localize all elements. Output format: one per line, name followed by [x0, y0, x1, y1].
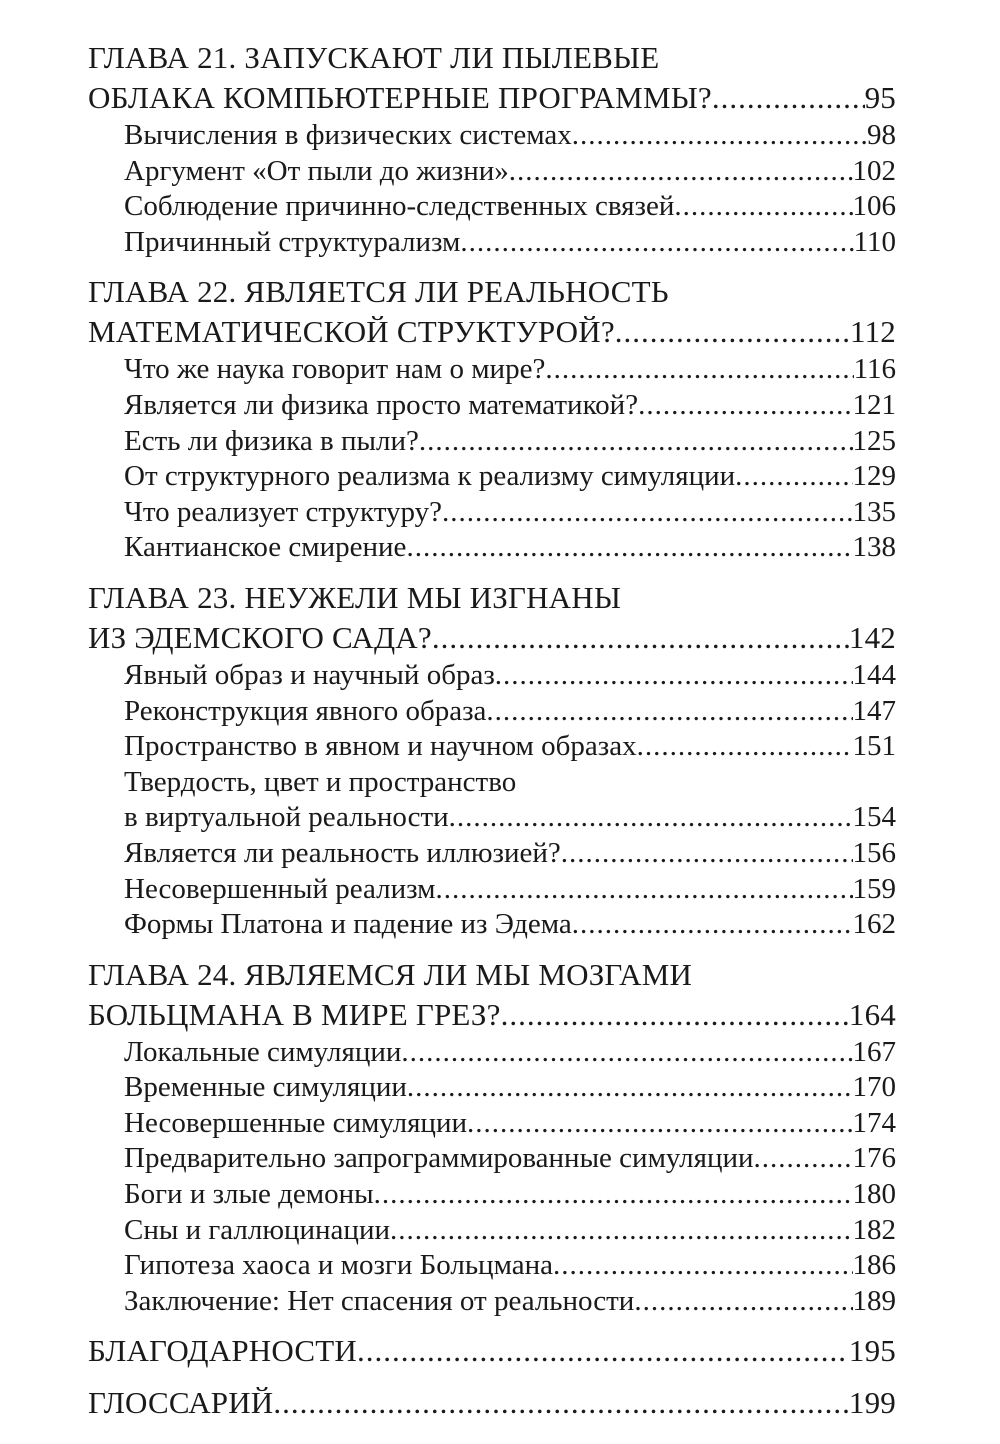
page-number: 144 — [852, 658, 896, 691]
dot-leader — [509, 154, 853, 190]
section-entry[interactable] — [88, 1106, 896, 1142]
dot-leader — [712, 78, 865, 118]
section-entry[interactable] — [88, 872, 896, 908]
dot-leader — [495, 658, 853, 694]
page-number: 121 — [852, 388, 896, 421]
section-title: Кантианское смирение — [124, 531, 407, 564]
dot-leader — [374, 1177, 853, 1213]
chapter-heading-entry[interactable] — [88, 78, 896, 118]
chapter-heading-line2: МАТЕМАТИЧЕСКОЙ СТРУКТУРОЙ? — [88, 314, 615, 350]
page-number: 102 — [852, 154, 896, 187]
section-title: Формы Платона и падение из Эдема — [124, 908, 572, 941]
section-entry[interactable] — [88, 1177, 896, 1213]
page-number: 174 — [852, 1106, 896, 1139]
chapter-heading-line1: ГЛАВА 24. ЯВЛЯЕМСЯ ЛИ МЫ МОЗГАМИ — [88, 956, 693, 992]
page-number: 151 — [852, 730, 896, 763]
section-entry[interactable] — [88, 424, 896, 460]
page-number: 180 — [852, 1178, 896, 1211]
dot-leader — [572, 118, 867, 154]
section-title: Реконструкция явного образа — [124, 694, 487, 727]
section-entry[interactable] — [88, 694, 896, 730]
table-of-contents — [88, 38, 896, 1435]
page-number: 125 — [852, 424, 896, 457]
section-entry[interactable] — [88, 495, 896, 531]
section-title: Вычисления в физических системах — [124, 119, 572, 151]
dot-leader — [449, 800, 853, 836]
page-number: 142 — [848, 619, 896, 655]
section-entry[interactable] — [88, 530, 896, 566]
page-number: 195 — [848, 1333, 896, 1369]
end-matter-glossary[interactable] — [88, 1383, 896, 1423]
dot-leader — [407, 1070, 853, 1106]
dot-leader — [674, 189, 852, 225]
dot-leader — [501, 995, 849, 1035]
section-entry[interactable] — [88, 1141, 896, 1177]
page-number: 176 — [852, 1142, 896, 1175]
section-title: От структурного реализма к реализму симуляции — [124, 460, 736, 493]
dot-leader — [754, 1141, 853, 1177]
page-number: 95 — [864, 80, 896, 115]
page-number: 162 — [852, 908, 896, 941]
dot-leader — [634, 1284, 852, 1320]
chapter-heading-entry[interactable] — [88, 995, 896, 1035]
section-title: Пространство в явном и научном образах — [124, 730, 637, 763]
page-number: 182 — [852, 1213, 896, 1246]
section-title: Несовершенный реализм — [124, 872, 436, 905]
section-title: Что реализует структуру? — [124, 495, 442, 528]
page-number: 170 — [852, 1071, 896, 1104]
section-title: Гипотеза хаоса и мозги Больцмана — [124, 1249, 553, 1282]
section-title: Локальные симуляции — [124, 1035, 402, 1068]
section-title: Есть ли физика в пыли? — [124, 424, 419, 457]
section-entry[interactable] — [88, 836, 896, 872]
chapter-heading-line1: ГЛАВА 21. ЗАПУСКАЮТ ЛИ ПЫЛЕВЫЕ — [88, 40, 660, 75]
chapter-24 — [88, 955, 896, 1320]
page-number: 138 — [852, 531, 896, 564]
section-entry[interactable] — [88, 729, 896, 765]
chapter-21 — [88, 38, 896, 260]
chapter-heading-line1: ГЛАВА 22. ЯВЛЯЕТСЯ ЛИ РЕАЛЬНОСТЬ — [88, 274, 669, 310]
dot-leader — [615, 312, 850, 352]
section-title: Является ли физика просто математикой? — [124, 388, 639, 421]
section-entry[interactable] — [88, 1213, 896, 1249]
page-number: 199 — [848, 1385, 896, 1421]
dot-leader — [460, 225, 853, 261]
section-entry[interactable] — [88, 388, 896, 424]
page-number: 129 — [852, 460, 896, 493]
chapter-heading-line2: ИЗ ЭДЕМСКОГО САДА? — [88, 619, 432, 655]
chapter-heading-entry[interactable] — [88, 618, 896, 658]
dot-leader — [406, 530, 852, 566]
chapter-heading-line2: БОЛЬЦМАНА В МИРЕ ГРЕЗ? — [88, 996, 501, 1032]
dot-leader — [436, 872, 853, 908]
section-entry[interactable] — [88, 459, 896, 495]
section-entry[interactable] — [88, 118, 896, 154]
section-entry[interactable] — [88, 189, 896, 225]
dot-leader — [419, 424, 853, 460]
section-title: Предварительно запрограммированные симуляции — [124, 1142, 754, 1175]
page-number: 98 — [867, 119, 896, 151]
section-title: Боги и злые демоны — [124, 1178, 374, 1211]
section-title: Заключение: Нет спасения от реальности — [124, 1284, 635, 1317]
section-title: в виртуальной реальности — [124, 801, 449, 834]
section-title-line1[interactable]: Твердость, цвет и пространство — [124, 765, 517, 798]
page-number: 156 — [852, 836, 896, 869]
dot-leader — [390, 1213, 853, 1249]
end-matter-title: ГЛОССАРИЙ — [88, 1385, 274, 1421]
section-entry[interactable] — [88, 907, 896, 943]
page-number: 186 — [852, 1249, 896, 1282]
dot-leader — [357, 1331, 849, 1371]
section-entry[interactable] — [88, 1070, 896, 1106]
section-entry[interactable] — [88, 1284, 896, 1320]
section-entry[interactable] — [88, 154, 896, 190]
chapter-22 — [88, 272, 896, 566]
chapter-heading-line2: ОБЛАКА КОМПЬЮТЕРНЫЕ ПРОГРАММЫ? — [88, 80, 712, 115]
page-number: 116 — [853, 353, 896, 386]
page-number: 106 — [852, 190, 896, 223]
dot-leader — [545, 352, 853, 388]
section-title: Соблюдение причинно-следственных связей — [124, 190, 675, 223]
dot-leader — [637, 729, 853, 765]
dot-leader — [572, 907, 853, 943]
section-title: Что же наука говорит нам о мире? — [124, 353, 546, 386]
end-matter-acknowledgements[interactable] — [88, 1331, 896, 1371]
dot-leader — [486, 694, 852, 730]
dot-leader — [432, 618, 849, 658]
section-entry[interactable] — [88, 1248, 896, 1284]
section-title: Является ли реальность иллюзией? — [124, 836, 561, 869]
section-title: Несовершенные симуляции — [124, 1106, 467, 1139]
page-number: 135 — [852, 495, 896, 528]
page-number: 112 — [850, 314, 896, 350]
section-entry[interactable] — [88, 225, 896, 261]
chapter-23 — [88, 578, 896, 943]
dot-leader — [638, 388, 852, 424]
dot-leader — [401, 1035, 852, 1071]
page-number: 147 — [852, 694, 896, 727]
dot-leader — [553, 1248, 853, 1284]
chapter-heading-entry[interactable] — [88, 312, 896, 352]
section-entry[interactable] — [88, 352, 896, 388]
page-number: 189 — [852, 1284, 896, 1317]
dot-leader — [273, 1383, 848, 1423]
chapter-heading-line1: ГЛАВА 23. НЕУЖЕЛИ МЫ ИЗГНАНЫ — [88, 579, 622, 615]
section-title: Аргумент «От пыли до жизни» — [124, 154, 509, 187]
dot-leader — [442, 495, 853, 531]
section-entry[interactable] — [88, 658, 896, 694]
dot-leader — [561, 836, 853, 872]
section-title: Временные симуляции — [124, 1071, 407, 1104]
dot-leader — [467, 1106, 853, 1142]
page-number: 159 — [852, 872, 896, 905]
section-entry[interactable] — [88, 1035, 896, 1071]
page-number: 167 — [852, 1035, 896, 1068]
page-number: 164 — [848, 996, 896, 1032]
section-title: Сны и галлюцинации — [124, 1213, 390, 1246]
page-number: 110 — [853, 225, 896, 258]
page-number: 154 — [852, 801, 896, 834]
section-title: Явный образ и научный образ — [124, 658, 495, 691]
end-matter-title: БЛАГОДАРНОСТИ — [88, 1333, 357, 1369]
dot-leader — [735, 459, 852, 495]
section-entry[interactable] — [88, 800, 896, 836]
section-title: Причинный структурализм — [124, 225, 461, 258]
